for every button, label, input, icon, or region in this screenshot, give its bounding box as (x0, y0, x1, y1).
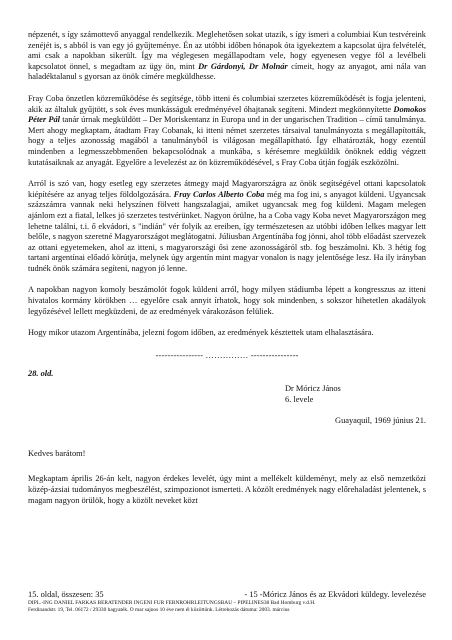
letter-number: 6. levele (285, 394, 314, 404)
footer-top (28, 590, 426, 600)
last-paragraph: Megkaptam április 26-án kelt, nagyon érdekes levelét, úgy mint a mellékelt küldeményt, mely az első nemzetközi közép-ázsiai tudományos megbeszélést, szimpozionot ismerteti. A közölt eredmények nagy előrehaladást jelentenek, s magam nagyon örülök, hogy a közölt neveket közt (28, 474, 426, 505)
emphasized-name: Dr Gárdonyi, Dr Molnár (198, 61, 288, 71)
dateline: Guayaquil, 1969 június 21. (335, 416, 426, 426)
paragraph-text: címeit, hogy az anyagot, ami nála van haladéktalanul s gyorsan az önök címére megküldhesse. (28, 61, 426, 82)
body-paragraph (28, 94, 426, 168)
paragraph-text: Fray Coba önzetlen közreműködése és segítsége, több itteni és columbiai szerzetes közreműködését is fogja jelenteni, akik az általuk gyűjtött, s sok éves munkásságuk eredményével óhajtanak segíteni. Mindezt megkönnyítette (28, 93, 426, 114)
footer-address-line: Ferdinandstr. 19, Tel. 06172 / 29330 hagyaték. Ó mar sajnos 10 éve nem él közöttünk. Létrehozás dátuma: 2003. március (28, 606, 290, 613)
section-separator: ---------------- …………… ---------------- (155, 350, 299, 360)
footer-company-line: DIPL.-ING DANIEL FARKAS BERATENDER INGENI FÜR FERNROHRLEITUNGSBAU – PIPELINES38 Bad Homburg v.d.H. (28, 600, 316, 606)
paragraph-text: népzenét, s így számottevő anyaggal rendelkezik. Meglehetősen sokat utazik, s így ismeri a columbiai Kun testvéreink zenéjét is, s abból is van egy jó gyűjteménye. Én az utóbbi időben hónapok óta igyekeztem a kapcsolat újra felvételét, ami csak a napokban sikerült. Így ma véglegesen megállapodtam vele, hogy egyenesen vegye föl a levélbeli kapcsolatot önnel, s megadtam az ügy ön, mint (28, 30, 426, 71)
body-paragraph (28, 179, 426, 274)
signature-name: Dr Móricz János (285, 384, 341, 394)
letter-body (28, 30, 426, 339)
footer-title: - 15 -Móricz János és az Ekvádori küldegy. levelezése (244, 590, 426, 599)
paragraph-text: tanár úrnak megküldött – Der Moriskentanz in Europa und in der ungarischen Tradition – című tanulmánya. Mert ahogy megkaptam, átadtam Fray Cobanak, ki itteni német szerzetes társaival tanulmányozta s megállapították, hogy a teljes azonosság magából a tanulmányból is világosan megállapítható. Így elhatározták, hogy ezentúl mindenben a legmesszebbmenően bekapcsolódnak a munkába, s kérésemre megküldik önöknek eddig végzett kutatásaiknak az anyagát. Egyelőre a levelezést az ön közreműködésével, s Fray Coba útján fogják eszközölni. (28, 115, 426, 167)
document-page (28, 30, 426, 506)
paragraph-text: még ma fog ini, s anyagot küldeni. Ugyancsak százszámra vannak neki helyszínen fölvett hangszalagjai, amiket ugyancsak meg fog küldeni. Magam melegen ajánlom ezt a fiatal, lelkes jó szerzetes testvérünket. Nagyon örülne, ha a Coba vagy Koba nevet Magyarországon meg lehetne találni, t.i. ő ekvádori, s "indián" vér folyik az ereiben, így természetesen az utóbbi időben lelkes magyar lett belőle, s nagyon szeretné Magyarországot meglátogatni. Júliusban Argentínába fog jönni, ahol több előadást szervezek az ottani egyetemeken, ahol az itteni, s magyarországi ősi zene azonosságáról stb. fog beszámolni. Kb. 3 hétig fog tartani argentínai előadó körútja, melynek úgy argentín mint magyar vonalon is nagy jelentősége lesz. Ha ily irányban tudnék önök számára segíteni, nagyon jó lenne. (28, 189, 427, 273)
paragraph-text: Arról is szó van, hogy esetleg egy szerzetes átmegy majd Magyarországra az önök segítségével ottani kapcsolatok kiépítésére az anyag teljes földolgozására. (28, 179, 426, 199)
body-paragraph (28, 328, 426, 339)
page-reference: 28. old. (28, 369, 54, 379)
emphasized-name: Domokos Péter Pál (28, 104, 426, 125)
greeting: Kedves barátom! (28, 448, 86, 458)
body-paragraph (28, 285, 426, 317)
emphasized-name: Fray Carlos Alberto Coba (173, 189, 265, 199)
body-paragraph (28, 30, 426, 83)
signature-block (285, 384, 426, 405)
paragraph-text: Hogy mikor utazom Argentínába, jelezni fogom időben, az eredmények késztettek utam elhalasztására. (28, 328, 374, 338)
paragraph-text: A napokban nagyon komoly beszámolót fogok küldeni arról, hogy milyen stádiumba lépett a kongresszus az itteni hivatalos kormány körökben … egyelőre csak annyit írhatok, hogy sok mindenben, s sokszor hihetetlen akadályok legyőzésével lellett megküzdeni, de az eredmények várakozáson felüliek. (28, 285, 426, 316)
footer-page-count: 15. oldal, összesen: 35 (28, 590, 104, 599)
page-footer (28, 590, 426, 613)
